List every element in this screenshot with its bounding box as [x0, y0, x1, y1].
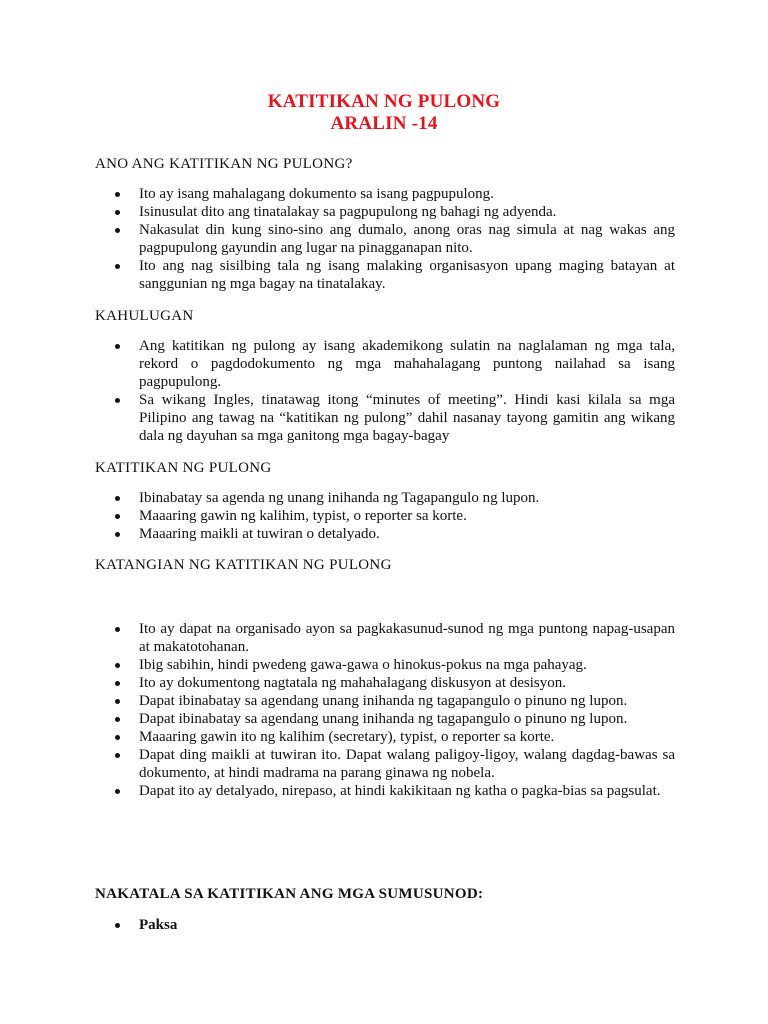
- list-item: Ibig sabihin, hindi pwedeng gawa-gawa o hinokus-pokus na mga pahayag.: [95, 656, 675, 674]
- list-item: Ito ang nag sisilbing tala ng isang malaking organisasyon upang maging batayan at sanggunian ng mga bagay na tinatalakay.: [95, 257, 675, 293]
- section-heading-nakatala: NAKATALA SA KATITIKAN ANG MGA SUMUSUNOD:: [95, 886, 484, 902]
- list-item: Ibinabatay sa agenda ng unang inihanda ng Tagapangulo ng lupon.: [95, 489, 675, 507]
- list-item: Sa wikang Ingles, tinatawag itong “minutes of meeting”. Hindi kasi kilala sa mga Pilipino ang tawag na “katitikan ng pulong” dahil nasanay tayong gamitin ang wikang dala ng dayuhan sa mga ganitong mga bagay-bagay: [95, 391, 675, 445]
- section-heading-katitikan-ng-pulong: KATITIKAN NG PULONG: [95, 460, 272, 476]
- list-item: Nakasulat din kung sino-sino ang dumalo, anong oras nag simula at nag wakas ang pagpupulong gayundin ang lugar na pinagganapan nito.: [95, 221, 675, 257]
- section-heading-ano-ang-katitikan: ANO ANG KATITIKAN NG PULONG?: [95, 156, 353, 172]
- title-line-1: KATITIKAN NG PULONG: [267, 91, 501, 112]
- list-item: Ang katitikan ng pulong ay isang akademikong sulatin na naglalaman ng mga tala, rekord o pagdodokumento ng mga mahahalagang puntong nailahad sa isang pagpupulong.: [95, 337, 675, 391]
- list-item: Maaaring maikli at tuwiran o detalyado.: [95, 525, 675, 543]
- bullet-list-kahulugan: [95, 337, 675, 445]
- list-item: Ito ay dapat na organisado ayon sa pagkakasunud-sunod ng mga puntong napag-usapan at makatotohanan.: [95, 620, 675, 656]
- list-item: Maaaring gawin ng kalihim, typist, o reporter sa korte.: [95, 507, 675, 525]
- list-item: Dapat ding maikli at tuwiran ito. Dapat walang paligoy-ligoy, walang dagdag-bawas sa dokumento, at hindi madrama na parang ginawa ng nobela.: [95, 746, 675, 782]
- list-item: Paksa: [95, 916, 675, 934]
- bullet-list-nakatala: [95, 916, 675, 934]
- list-item: Ito ay dokumentong nagtatala ng mahahalagang diskusyon at desisyon.: [95, 674, 675, 692]
- bullet-list-katitikan-ng-pulong: [95, 489, 675, 543]
- title-line-2: ARALIN -14: [330, 113, 438, 134]
- list-item: Maaaring gawin ito ng kalihim (secretary), typist, o reporter sa korte.: [95, 728, 675, 746]
- list-item: Dapat ibinabatay sa agendang unang inihanda ng tagapangulo o pinuno ng lupon.: [95, 710, 675, 728]
- list-item: Ito ay isang mahalagang dokumento sa isang pagpupulong.: [95, 185, 675, 203]
- section-heading-katangian: KATANGIAN NG KATITIKAN NG PULONG: [95, 557, 392, 573]
- list-item: Dapat ito ay detalyado, nirepaso, at hindi kakikitaan ng katha o pagka-bias sa pagsulat.: [95, 782, 675, 800]
- bullet-list-katangian: [95, 620, 675, 800]
- section-heading-kahulugan: KAHULUGAN: [95, 308, 194, 324]
- document-title: [0, 91, 768, 135]
- list-item: Dapat ibinabatay sa agendang unang inihanda ng tagapangulo o pinuno ng lupon.: [95, 692, 675, 710]
- list-item: Isinusulat dito ang tinatalakay sa pagpupulong ng bahagi ng adyenda.: [95, 203, 675, 221]
- bullet-list-ano-ang-katitikan: [95, 185, 675, 293]
